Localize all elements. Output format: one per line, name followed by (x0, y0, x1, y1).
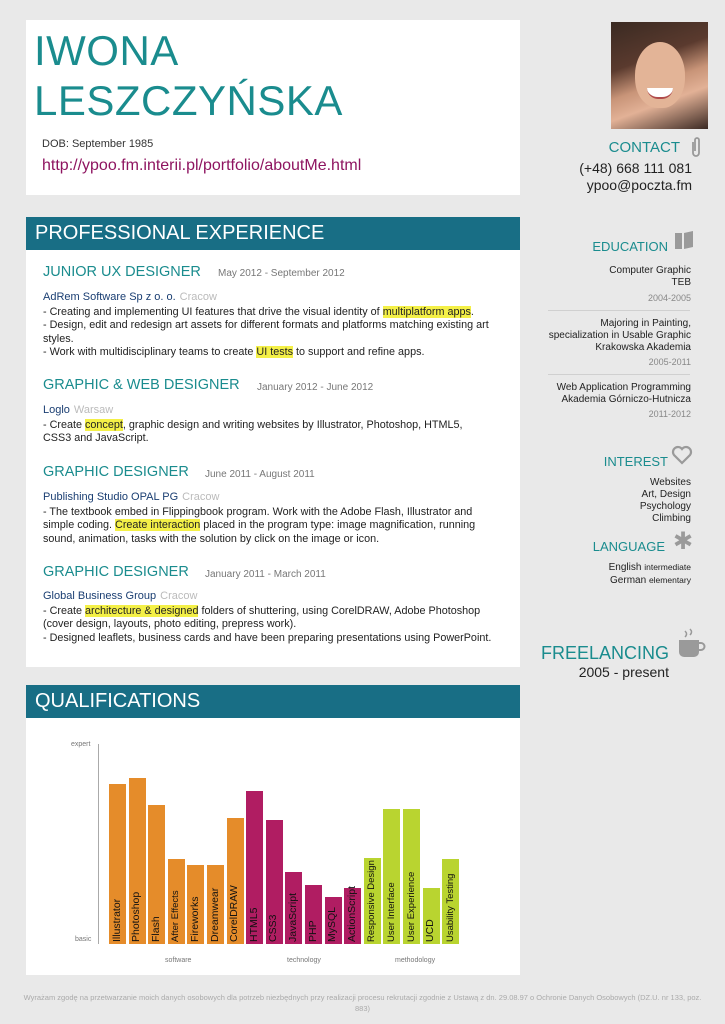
bar-actionscript (344, 885, 361, 944)
name-last: LESZCZYŃSKA (34, 77, 343, 124)
book-icon (674, 231, 694, 251)
bar-label: Responsive Design (366, 860, 378, 942)
job-company: Loglo Warsaw (43, 404, 114, 416)
bar-label: UCD (424, 919, 437, 942)
bar-label: PHP (306, 920, 319, 942)
bar-label: ActionScript (345, 885, 358, 942)
job-company: AdRem Software Sp z o. o. Cracow (43, 291, 217, 303)
bar-label: CSS3 (267, 914, 280, 942)
bar-label: Usability Testing (444, 873, 456, 942)
contact-email[interactable]: ypoo@poczta.fm (586, 177, 692, 193)
interest-heading: INTEREST (603, 454, 668, 469)
date-of-birth: DOB: September 1985 (42, 138, 154, 150)
education-item: Majoring in Painting, specialization in Usable Graphic Krakowska Akademia (548, 318, 691, 353)
header-card (26, 20, 520, 195)
bar-responsive-design (364, 858, 381, 944)
bar-label: Photoshop (130, 891, 143, 942)
education-item: Computer Graphic TEB (609, 265, 691, 288)
job-date: May 2012 - September 2012 (218, 268, 345, 279)
bar-photoshop (129, 778, 146, 944)
job-title: JUNIOR UX DESIGNER (43, 264, 201, 280)
job-date: January 2012 - June 2012 (257, 382, 374, 393)
section-heading-experience: PROFESSIONAL EXPERIENCE (26, 217, 520, 250)
bar-label: JavaScript (286, 892, 299, 942)
y-label-bottom: basic (75, 936, 92, 943)
job-date: June 2011 - August 2011 (205, 469, 315, 480)
asterisk-icon: ✱ (673, 528, 694, 555)
bar-css3 (266, 820, 283, 944)
bar-after-effects (168, 859, 185, 944)
heart-icon (671, 445, 693, 465)
education-date: 2004-2005 (647, 293, 691, 303)
freelancing-period: 2005 - present (578, 664, 669, 680)
bar-label: MySQL (326, 906, 339, 942)
bar-label: After Effects (170, 890, 182, 942)
language-heading: LANGUAGE (592, 539, 665, 554)
bar-label: CorelDRAW (228, 885, 241, 942)
job-description: - Create architecture & designed folders of shuttering, using CorelDRAW, Adobe Photoshop (cover design, layouts, photo editing, prepress work). - Designed leaflets, business cards and have been preparing presentations using PowerPoint. (43, 605, 492, 644)
job-description: - Creating and implementing UI features that drive the visual identity of multiplatform apps. - Design, edit and redesign art assets for different formats and platforms matching existing art styles. - Work with multidisciplinary teams to create UI tests to support and refine apps. (43, 306, 489, 359)
coffee-cup-icon (677, 628, 707, 660)
profile-photo (611, 22, 708, 129)
name-first: IWONA (34, 27, 179, 74)
bar-fireworks (187, 865, 204, 944)
bar-label: User Interface (385, 882, 397, 942)
y-label-top: expert (71, 741, 91, 748)
bar-label: Flash (149, 916, 162, 942)
bar-html5 (246, 791, 263, 944)
footer-consent-text: Wyrażam zgodę na przetwarzanie moich danych osobowych dla potrzeb niezbędnych przy realizacji procesu rekrutacji zgodnie z Ustawą z dn. 29.08.97 o Ochronie Danych Osobowych (DZ.U. nr 133, poz. 883) (23, 993, 702, 1013)
bar-label: Dreamwear (208, 887, 221, 942)
skills-chart (60, 740, 480, 970)
bar-dreamwear (207, 865, 224, 944)
bar-label: Fireworks (188, 896, 201, 942)
bar-user-experience (403, 809, 420, 944)
group-label-technology: technology (287, 957, 321, 964)
section-heading-qualifications: QUALIFICATIONS (26, 685, 520, 718)
group-label-software: software (165, 957, 192, 964)
divider (548, 310, 690, 311)
bar-javascript (285, 872, 302, 944)
divider (548, 374, 690, 375)
person-name (34, 26, 343, 126)
bar-usability-testing (442, 859, 459, 944)
job-title: GRAPHIC DESIGNER (43, 464, 189, 480)
bar-ucd (423, 888, 440, 944)
job-title: GRAPHIC & WEB DESIGNER (43, 377, 240, 393)
language-list: English intermediate German elementary (608, 562, 691, 586)
education-heading: EDUCATION (592, 239, 668, 254)
contact-phone: (+48) 668 111 081 (579, 160, 692, 176)
job-company: Publishing Studio OPAL PG Cracow (43, 491, 220, 503)
interest-list: Websites Art, Design Psychology Climbing (639, 477, 691, 524)
bar-php (305, 885, 322, 944)
education-item: Web Application Programming Akademia Górniczo-Hutnicza (556, 382, 691, 405)
education-date: 2011-2012 (648, 409, 691, 419)
job-company: Global Business Group Cracow (43, 590, 198, 602)
group-label-methodology: methodology (395, 957, 436, 964)
bar-coreldraw (227, 818, 244, 944)
education-date: 2005-2011 (648, 357, 691, 367)
portfolio-link[interactable]: http://ypoo.fm.interii.pl/portfolio/aboutMe.html (42, 157, 362, 174)
freelancing-heading: FREELANCING (540, 643, 669, 663)
job-title: GRAPHIC DESIGNER (43, 564, 189, 580)
contact-heading: CONTACT (608, 139, 680, 156)
bar-label: HTML5 (247, 907, 260, 942)
bar-mysql (325, 897, 342, 944)
job-date: January 2011 - March 2011 (205, 569, 326, 580)
paperclip-icon (689, 136, 703, 158)
y-axis (98, 744, 99, 944)
job-description: - Create concept, graphic design and writing websites by Illustrator, Photoshop, HTML5, CSS3 and JavaScript. (43, 419, 463, 445)
bar-label: User Experience (405, 871, 417, 942)
bar-label: Illustrator (110, 898, 123, 942)
bar-flash (148, 805, 165, 944)
job-description: - The textbook embed in Flippingbook program. Work with the Adobe Flash, Illustrator and simple coding. Create interaction placed in the program type: image magnification, running sound, animation, tasks with the solution by click on the image or icon. (43, 506, 476, 545)
bar-user-interface (383, 809, 400, 944)
bar-illustrator (109, 784, 126, 944)
